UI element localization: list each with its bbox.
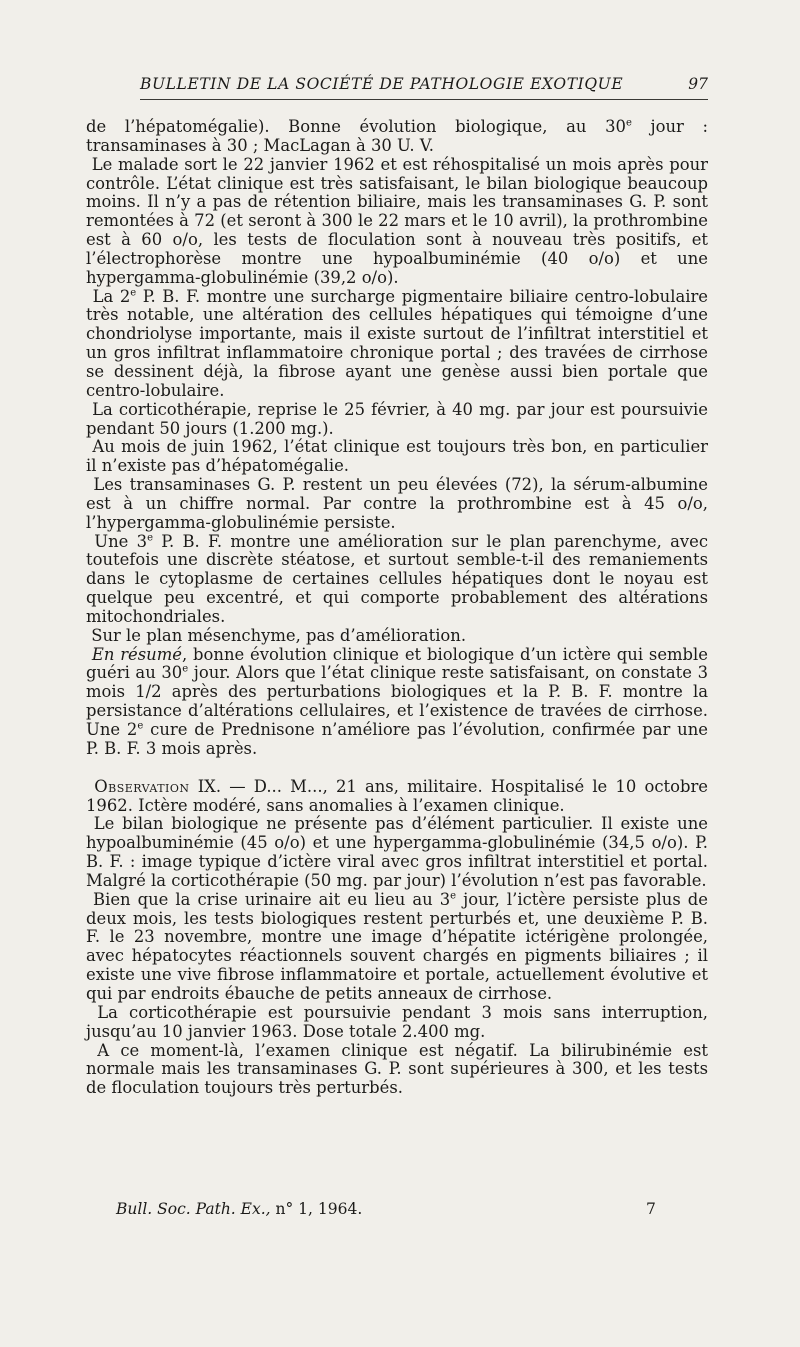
paragraph: Le bilan biologique ne présente pas d’élément particulier. Il existe une hypoalbuminémie (45 o/o) et une hypergamma-globulinémie (34,5 o/o). P. B. F. : image typique d’ictère viral avec gros infiltrat interstitiel et portal. Malgré la corticothérapie (50 mg. par jour) l’évolution n’est pas favorable. [86, 814, 708, 890]
running-header [140, 75, 708, 100]
signature-mark: 7 [646, 1200, 656, 1218]
paragraph: Le malade sort le 22 janvier 1962 et est réhospitalisé un mois après pour contrôle. L’état clinique est très satisfaisant, le bilan biologique beaucoup moins. Il n’y a pas de rétention biliaire, mais les transaminases G. P. sont remontées à 72 (et seront à 300 le 22 mars et le 10 avril), la prothrombine est à 60 o/o, les tests de floculation sont à nouveau très positifs, et l’électrophorèse montre une hypoalbuminémie (40 o/o) et une hypergamma-globulinémie (39,2 o/o). [86, 154, 708, 287]
paragraph: de l’hépatomégalie). Bonne évolution biologique, au 30e jour : transaminases à 30 ; MacLagan à 30 U. V. [86, 117, 708, 155]
paragraph: Au mois de juin 1962, l’état clinique est toujours très bon, en particulier il n’existe pas d’hépatomégalie. [86, 437, 708, 476]
observation-heading-paragraph: Observation IX. — D... M..., 21 ans, militaire. Hospitalisé le 10 octobre 1962. Ictère modéré, sans anomalies à l’examen clinique. [86, 776, 708, 815]
section-gap [86, 759, 708, 778]
paragraph: La 2e P. B. F. montre une surcharge pigmentaire biliaire centro-lobulaire très notable, une altération des cellules hépatiques qui témoigne d’une chondriolyse importante, mais il existe surtout de l’infiltrat interstitiel et un gros infiltrat inflammatoire chronique portal ; des travées de cirrhose se dessinent déjà, la fibrose ayant une genèse aussi bien portale que centro-lobulaire. [86, 286, 708, 400]
running-title: BULLETIN DE LA SOCIÉTÉ DE PATHOLOGIE EXOTIQUE [140, 75, 624, 93]
page-footer [116, 1200, 708, 1222]
observation-label: Observation [94, 776, 190, 796]
summary-paragraph: En résumé, bonne évolution clinique et biologique d’un ictère qui semble guéri au 30e jour. Alors que l’état clinique reste satisfaisant, on constate 3 mois 1/2 après des perturbations biologiques et la P. B. F. montre la persistance d’altérations cellulaires, et l’existence de travées de cirrhose. Une 2e cure de Prednisone n’améliore pas l’évolution, confirmée par une P. B. F. 3 mois après. [86, 644, 709, 758]
paragraph: La corticothérapie est poursuivie pendant 3 mois sans interruption, jusqu’au 10 janvier 1963. Dose totale 2.400 mg. [86, 1002, 708, 1041]
paragraph: Sur le plan mésenchyme, pas d’amélioration. [91, 625, 467, 645]
paragraph: A ce moment-là, l’examen clinique est négatif. La bilirubinémie est normale mais les transaminases G. P. sont supérieures à 300, et les tests de floculation toujours très perturbés. [86, 1040, 708, 1098]
article-body [86, 118, 708, 1098]
paragraph: La corticothérapie, reprise le 25 février, à 40 mg. par jour est poursuivie pendant 50 jours (1.200 mg.). [86, 399, 708, 438]
page-number: 97 [688, 75, 708, 93]
paragraph: Une 3e P. B. F. montre une amélioration sur le plan parenchyme, avec toutefois une discrète stéatose, et surtout semble-t-il des remaniements dans le cytoplasme de certaines cellules hépatiques dont le noyau est quelque peu excentré, et qui comporte probablement des altérations mitochondriales. [86, 531, 708, 626]
paragraph: Bien que la crise urinaire ait eu lieu au 3e jour, l’ictère persiste plus de deux mois, les tests biologiques restent perturbés et, une deuxième P. B. F. le 23 novembre, montre une image d’hépatite ictérigène prolongée, avec hépatocytes réactionnels souvent chargés en pigments biliaires ; il existe une vive fibrose inflammatoire et portale, actuellement évolutive et qui par endroits ébauche de petits anneaux de cirrhose. [86, 889, 708, 1003]
paragraph: Les transaminases G. P. restent un peu élevées (72), la sérum-albumine est à un chiffre normal. Par contre la prothrombine est à 45 o/o, l’hypergamma-globulinémie persiste. [86, 475, 708, 532]
journal-reference: Bull. Soc. Path. Ex., n° 1, 1964. [116, 1200, 363, 1218]
